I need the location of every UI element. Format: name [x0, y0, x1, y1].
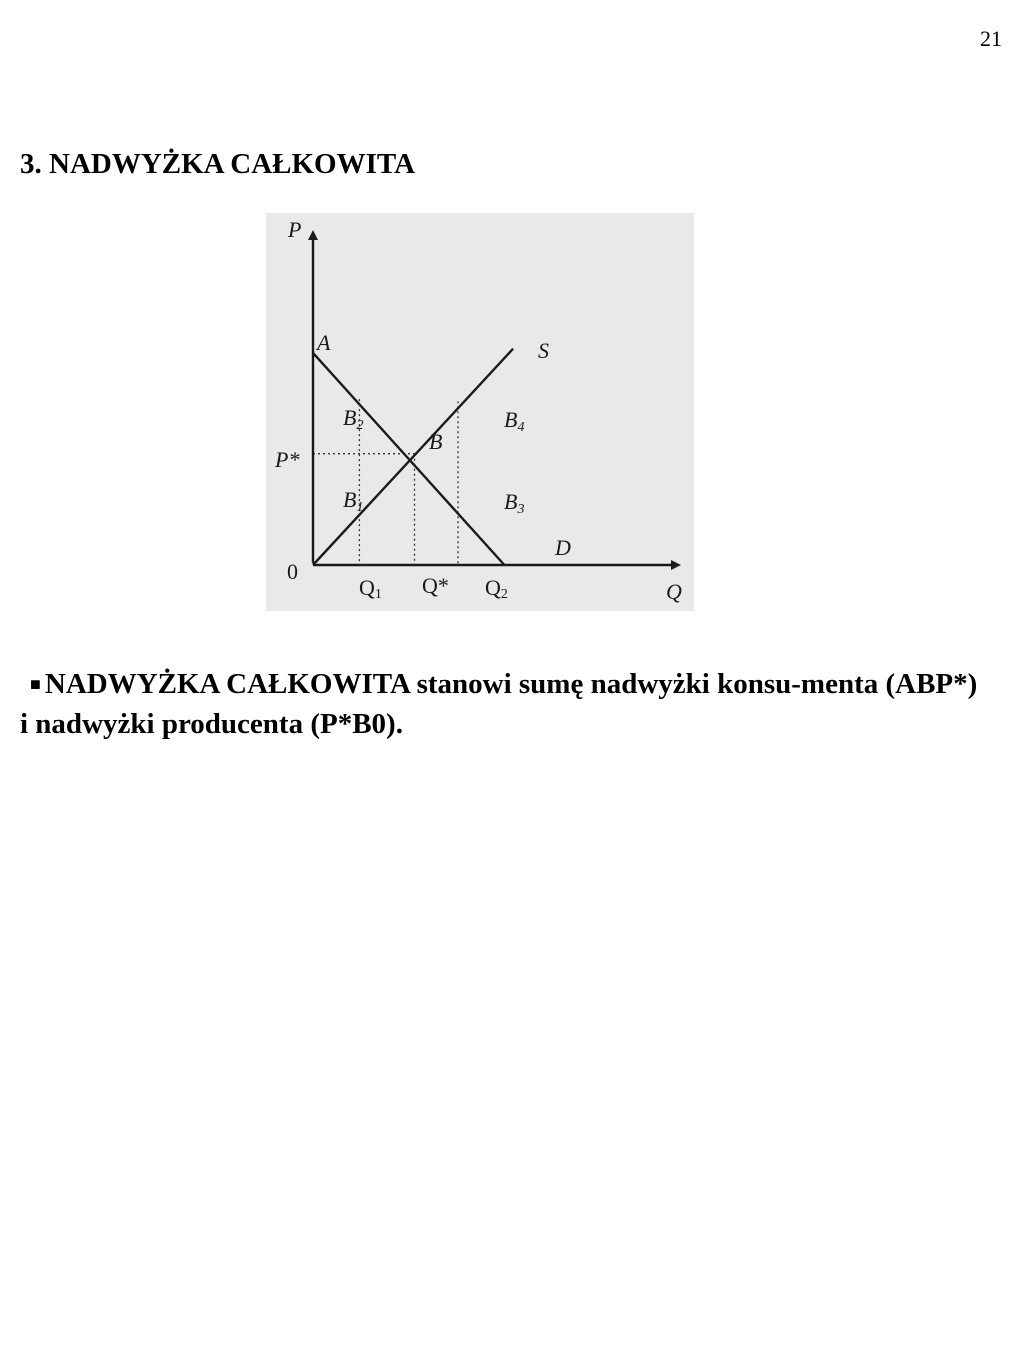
definition-paragraph — [20, 664, 980, 744]
point-b1-label: B1 — [343, 487, 364, 515]
bullet-icon: ■ — [30, 674, 41, 694]
q-star-label: Q* — [422, 573, 449, 598]
p-star-label: P* — [275, 447, 300, 472]
point-b-label: B — [429, 429, 443, 454]
point-a-label: A — [317, 330, 331, 355]
page-number: 21 — [980, 26, 1002, 51]
q1-label: Q1 — [359, 575, 382, 602]
surplus-diagram — [266, 213, 694, 611]
origin-label: 0 — [287, 559, 298, 584]
q2-label: Q2 — [485, 575, 508, 602]
definition-term: NADWYŻKA CAŁKOWITA — [44, 668, 410, 700]
demand-label: D — [555, 535, 571, 560]
supply-curve — [313, 349, 513, 565]
point-b3-label: B3 — [504, 489, 525, 517]
x-axis-label: Q — [666, 579, 682, 604]
point-b2-label: B2 — [343, 405, 364, 433]
section-title: 3. NADWYŻKA CAŁKOWITA — [20, 148, 416, 180]
point-b4-label: B4 — [504, 407, 525, 435]
definition-text: stanowi sumę nadwyżki konsu-menta (ABP*) i nadwyżki producenta (P*B0). — [20, 668, 978, 740]
y-axis-label: P — [288, 217, 302, 242]
supply-label: S — [538, 338, 549, 363]
surplus-chart-svg — [266, 213, 694, 611]
